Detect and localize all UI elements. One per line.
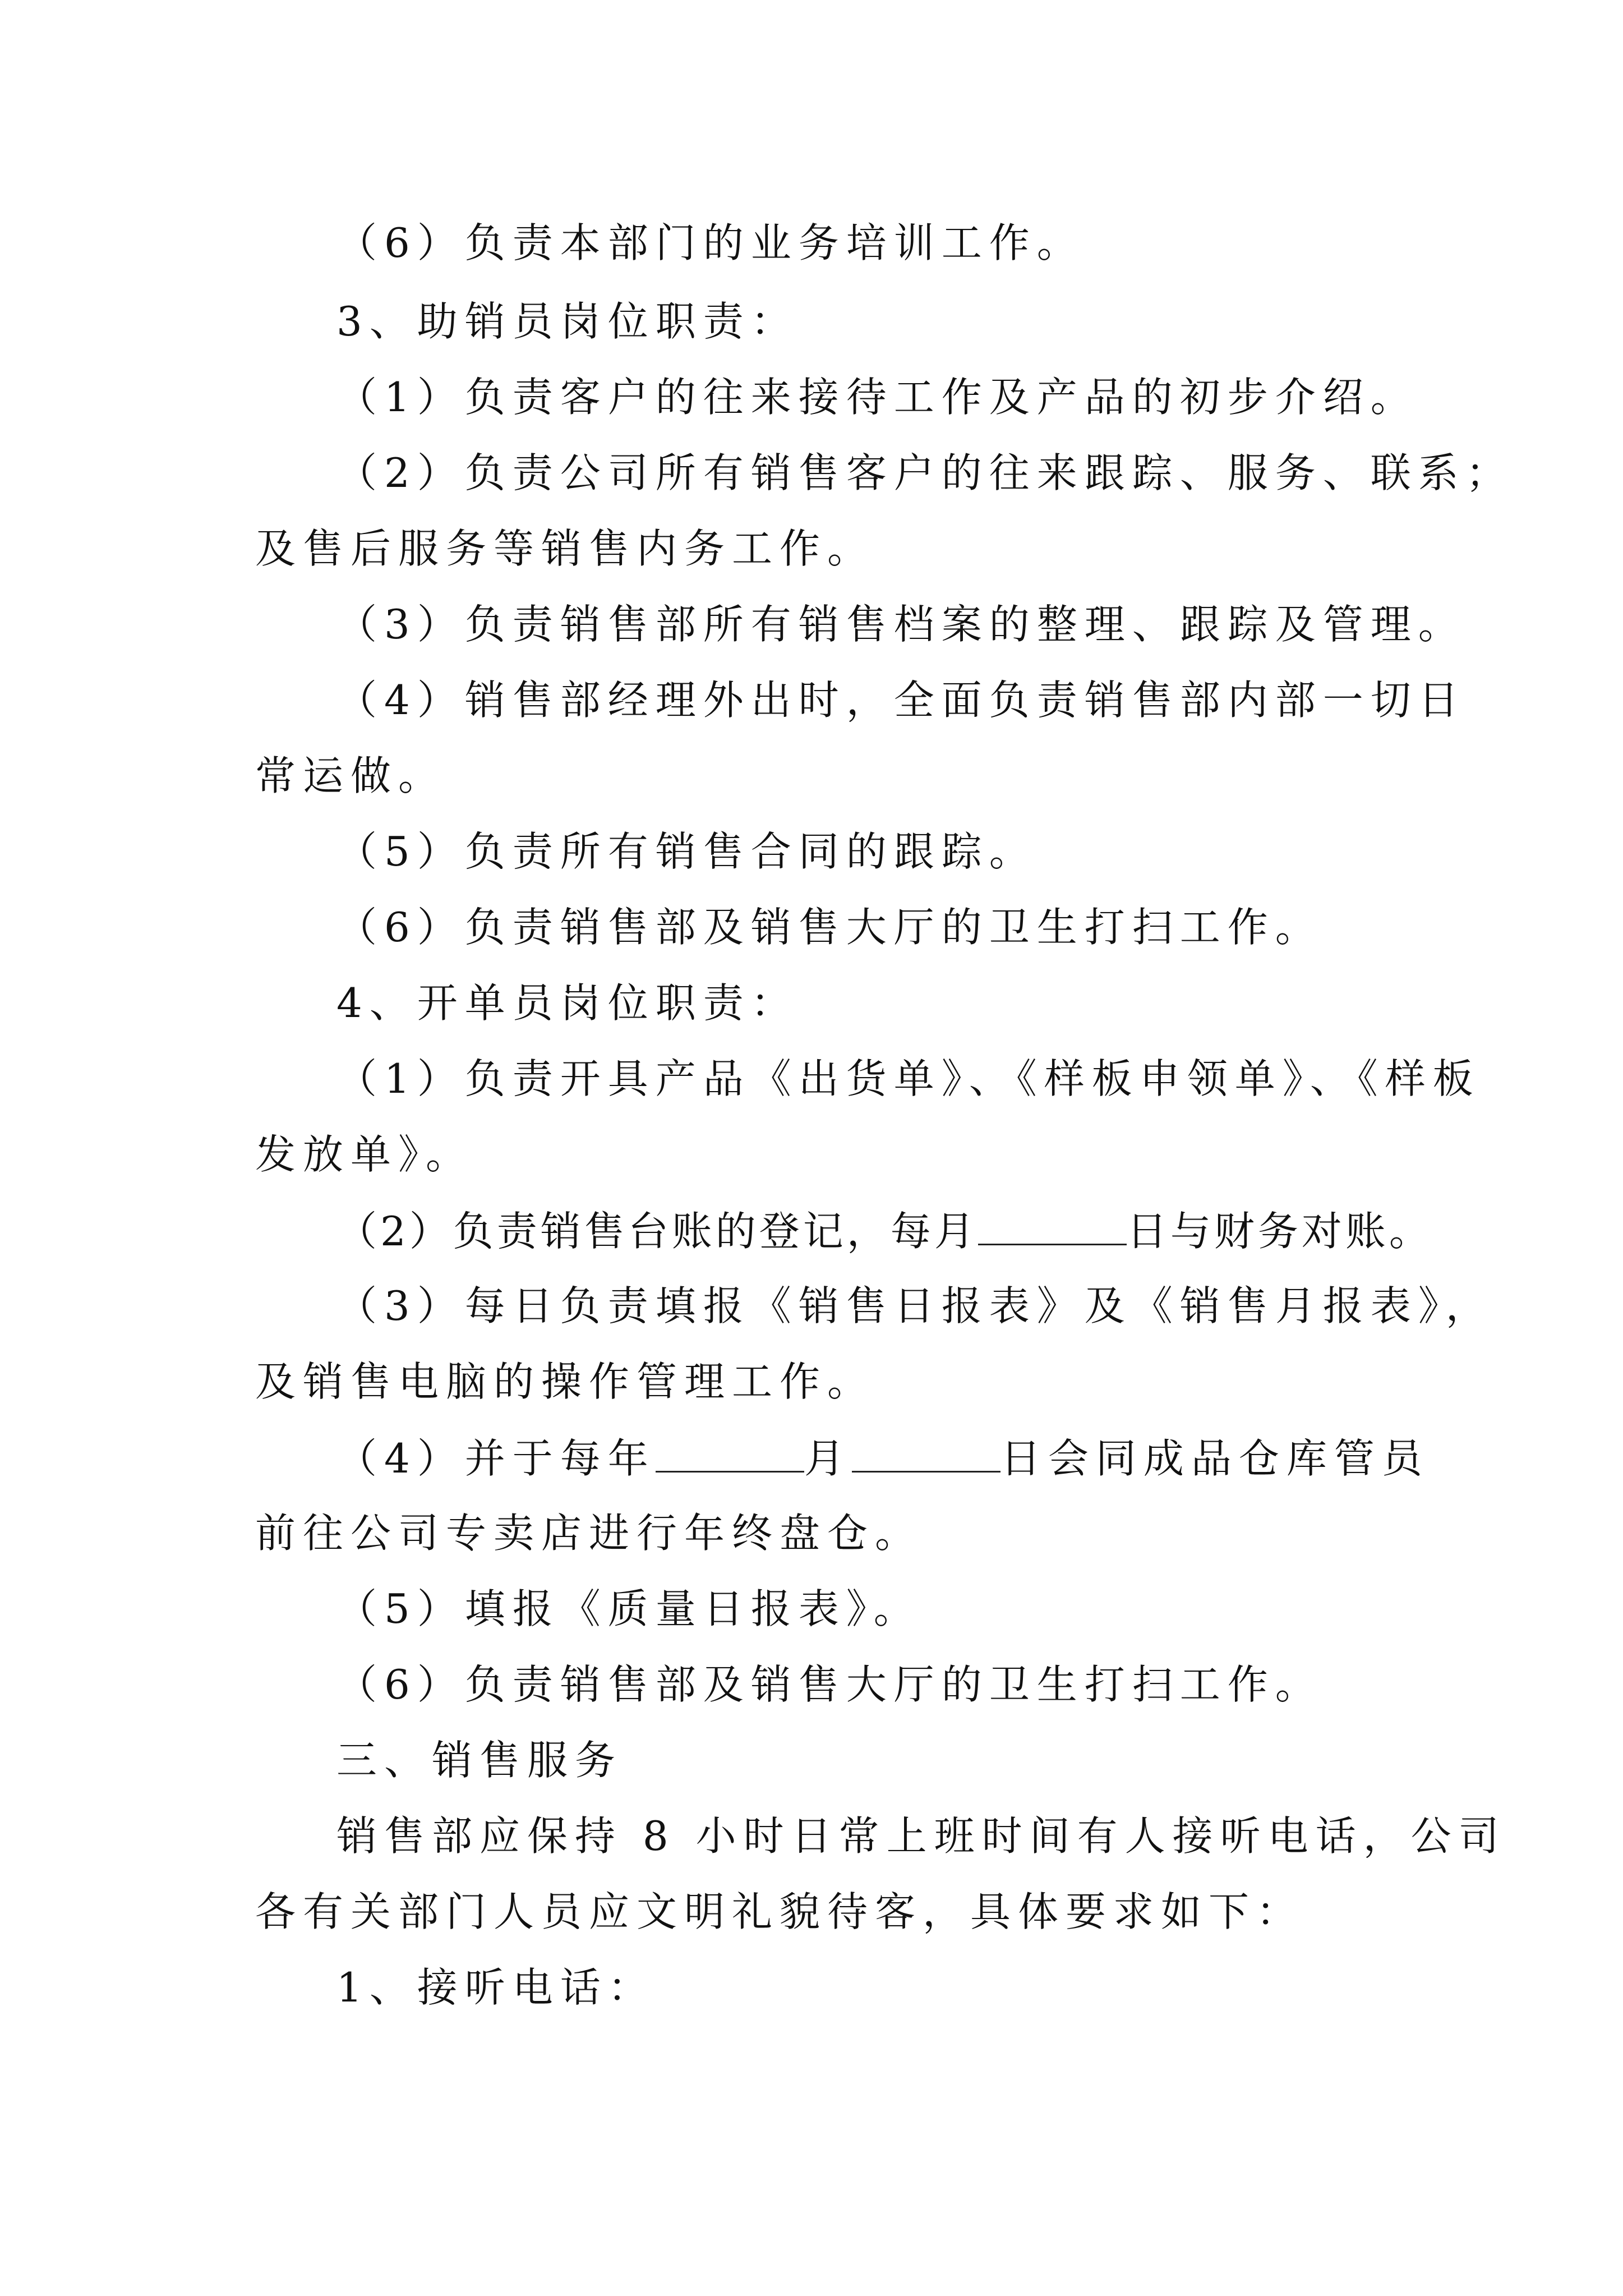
fill-in-blank	[852, 1430, 1000, 1473]
paragraph-line: 常运做。	[255, 752, 446, 799]
paragraph-line: （6）负责本部门的业务培训工作。	[336, 219, 1085, 266]
paragraph-line: （1）负责开具产品《出货单》、《样板申领单》、《样板	[336, 1055, 1481, 1102]
paragraph-line: （3）负责销售部所有销售档案的整理、跟踪及管理。	[336, 601, 1466, 648]
section-heading: 三、销售服务	[336, 1737, 623, 1784]
paragraph-line: （3）每日负责填报《销售日报表》及《销售月报表》，	[336, 1282, 1493, 1329]
paragraph-line: （6）负责销售部及销售大厅的卫生打扫工作。	[336, 904, 1323, 951]
section-heading: 1、接听电话：	[336, 1964, 656, 2011]
paragraph-line: （4）销售部经理外出时，全面负责销售部内部一切日	[336, 677, 1466, 724]
line-segment: 日会同成品仓库管员	[1000, 1435, 1430, 1482]
paragraph-line: （5）负责所有销售合同的跟踪。	[336, 828, 1037, 875]
paragraph-line: 销售部应保持 8 小时日常上班时间有人接听电话，公司	[336, 1812, 1506, 1860]
section-heading: 4、开单员岗位职责：	[336, 979, 799, 1027]
paragraph-line-with-blanks	[336, 1430, 1430, 1485]
paragraph-line: 发放单》。	[255, 1131, 474, 1178]
fill-in-blank	[656, 1430, 804, 1473]
paragraph-line: 及售后服务等销售内务工作。	[255, 525, 875, 572]
line-segment: （4）并于每年	[336, 1435, 656, 1482]
paragraph-line: 前往公司专卖店进行年终盘仓。	[255, 1510, 923, 1557]
paragraph-line: （5）填报《质量日报表》。	[336, 1585, 921, 1632]
paragraph-line: （2）负责公司所有销售客户的往来跟踪、服务、联系；	[336, 449, 1514, 496]
paragraph-line: 及销售电脑的操作管理工作。	[255, 1358, 875, 1405]
paragraph-line: （6）负责销售部及销售大厅的卫生打扫工作。	[336, 1661, 1323, 1708]
fill-in-blank	[978, 1203, 1127, 1245]
paragraph-line: 各有关部门人员应文明礼貌待客，具体要求如下：	[255, 1888, 1304, 1935]
line-segment: 月	[804, 1435, 852, 1482]
paragraph-line-with-blank	[336, 1203, 1433, 1258]
line-segment: 日与财务对账。	[1126, 1208, 1433, 1255]
paragraph-line: （1）负责客户的往来接待工作及产品的初步介绍。	[336, 374, 1418, 421]
section-heading: 3、助销员岗位职责：	[336, 298, 799, 345]
line-segment: （2）负责销售台账的登记，每月	[336, 1208, 978, 1255]
